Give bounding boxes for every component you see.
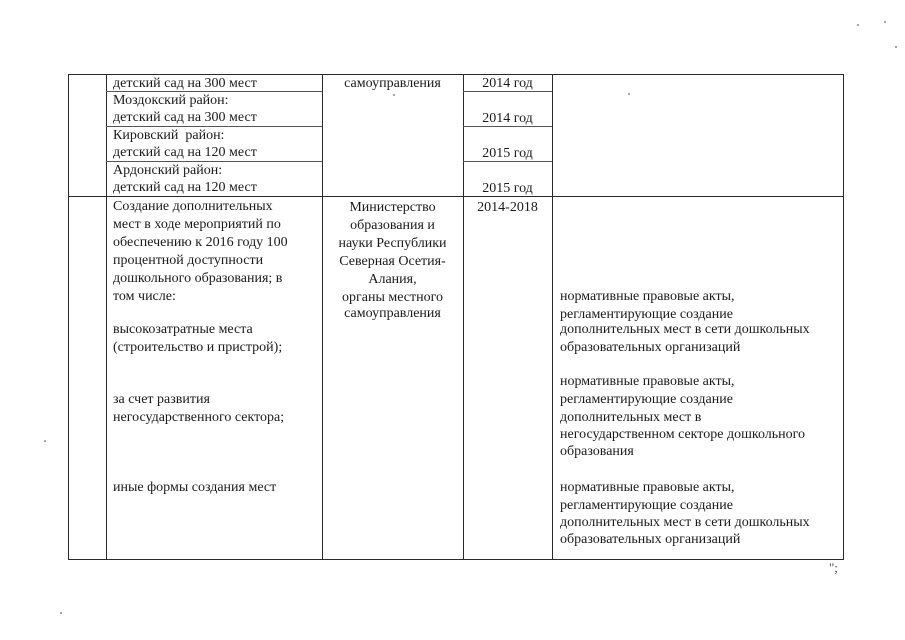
table-right-border	[843, 74, 844, 560]
main-col4-period: 2014-2018	[477, 200, 538, 215]
main-col5-item3-line: нормативные правовые акты,	[560, 480, 735, 495]
scan-speck	[44, 440, 46, 442]
main-col3-line: Алания,	[368, 272, 417, 287]
row4-col2-item: детский сад на 120 мест	[113, 180, 257, 195]
main-col3-line: Северная Осетия-	[339, 254, 446, 269]
main-col5-item1-line: образовательных организаций	[560, 340, 741, 355]
closing-quote-mark: ";	[829, 560, 838, 575]
main-col5-item3-line: образовательных организаций	[560, 532, 741, 547]
main-col2-item3-line: иные формы создания мест	[113, 480, 277, 495]
main-col5-item2-line: регламентирующие создание	[560, 392, 733, 407]
row3-col2-item: детский сад на 120 мест	[113, 145, 257, 160]
row2-col4-year: 2014 год	[482, 111, 533, 126]
scan-speck	[857, 24, 859, 26]
main-col2-intro-line: процентной доступности	[113, 253, 264, 268]
main-col5-item3-line: регламентирующие создание	[560, 498, 733, 513]
col-divider-4	[552, 74, 553, 560]
main-col2-intro-line: дошкольного образования; в	[113, 271, 283, 286]
main-col5-item2-line: негосударственном секторе дошкольного	[560, 427, 806, 442]
main-col3-line: образования и	[350, 218, 435, 233]
row3-col4-year: 2015 год	[482, 146, 533, 161]
main-col2-item1-line: высокозатратные места	[113, 322, 253, 337]
row1-col2-text: детский сад на 300 мест	[113, 76, 257, 91]
main-col2-intro-line: том числе:	[113, 289, 176, 304]
main-col5-item1-line: регламентирующие создание	[560, 307, 733, 322]
row2-col2-item: детский сад на 300 мест	[113, 110, 257, 125]
scan-speck	[393, 94, 395, 96]
main-col3-line: самоуправления	[344, 306, 441, 321]
scan-speck	[628, 93, 630, 95]
main-col5-item2-line: дополнительных мест в	[560, 410, 702, 425]
main-col3-line: Министерство	[349, 200, 436, 215]
main-col2-item2-line: за счет развития	[113, 392, 210, 407]
row4-col4-year: 2015 год	[482, 181, 533, 196]
row1-col4-year: 2014 год	[482, 76, 533, 91]
main-col2-intro-line: обеспечению к 2016 году 100	[113, 235, 288, 250]
main-col2-item1-line: (строительство и пристрой);	[113, 340, 283, 355]
scan-speck	[884, 21, 886, 23]
row3-col2-district: Кировский район:	[113, 128, 225, 143]
scan-speck	[895, 46, 897, 48]
main-col3-line: науки Республики	[338, 236, 447, 251]
main-col2-intro-line: Создание дополнительных	[113, 199, 273, 214]
main-col5-item1-line: нормативные правовые акты,	[560, 289, 735, 304]
scan-speck	[60, 612, 62, 614]
row1-col3-text: самоуправления	[344, 76, 441, 91]
main-col2-intro-line: мест в ходе мероприятий по	[113, 217, 281, 232]
main-col3-line: органы местного	[342, 290, 443, 305]
row4-col2-district: Ардонский район:	[113, 163, 223, 178]
main-col5-item2-line: образования	[560, 444, 634, 459]
table-bottom-border	[68, 559, 844, 560]
row2-col2-district: Моздокский район:	[113, 93, 229, 108]
main-col5-item1-line: дополнительных мест в сети дошкольных	[560, 322, 810, 337]
main-col5-item2-line: нормативные правовые акты,	[560, 374, 735, 389]
main-col5-item3-line: дополнительных мест в сети дошкольных	[560, 515, 810, 530]
main-col2-item2-line: негосударственного сектора;	[113, 410, 285, 425]
col-divider-1	[106, 74, 107, 560]
table-left-border	[68, 74, 69, 560]
